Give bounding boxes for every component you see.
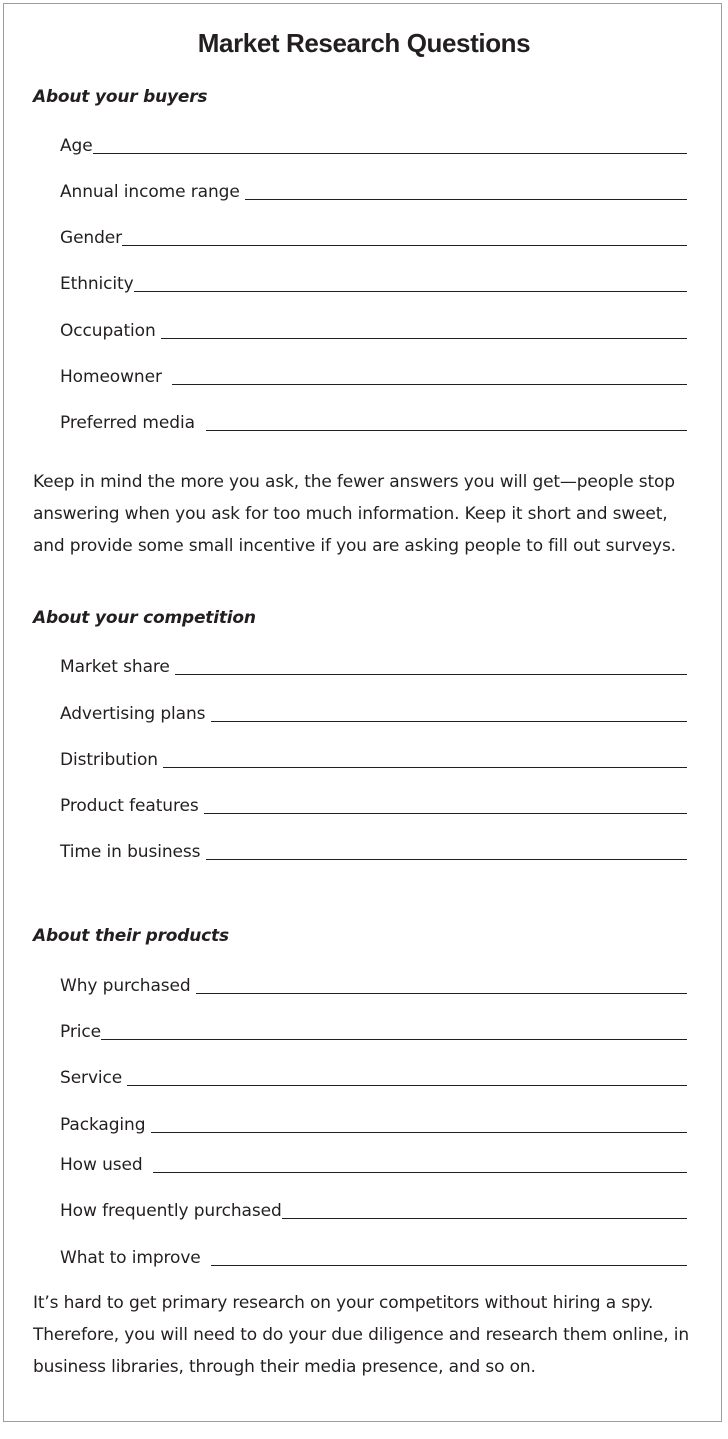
field-label: Product features — [60, 796, 204, 816]
answer-line[interactable] — [211, 721, 687, 722]
field-age[interactable] — [60, 132, 687, 156]
section-heading-buyers: About your buyers — [33, 87, 208, 107]
field-distribution[interactable] — [60, 746, 687, 770]
answer-line[interactable] — [93, 153, 687, 154]
field-annual-income-range[interactable] — [60, 178, 687, 202]
field-how-used[interactable] — [60, 1151, 687, 1175]
answer-line[interactable] — [172, 384, 687, 385]
field-preferred-media[interactable] — [60, 409, 687, 433]
paragraph-hard-to-get: It’s hard to get primary research on your competitors without hiring a spy. Therefore, you will need to do your due diligence and research them online, in business libraries, through their media presence, and so on. — [33, 1293, 689, 1377]
field-label: Packaging — [60, 1115, 151, 1135]
field-label: How frequently purchased — [60, 1201, 282, 1221]
answer-line[interactable] — [163, 767, 687, 768]
section-heading-competition: About your competition — [33, 608, 256, 628]
answer-line[interactable] — [204, 813, 687, 814]
field-label: Distribution — [60, 750, 164, 770]
field-label: How used — [60, 1155, 154, 1175]
field-label: Preferred media — [60, 413, 206, 433]
answer-line[interactable] — [101, 1039, 687, 1040]
field-product-features[interactable] — [60, 792, 687, 816]
answer-line[interactable] — [211, 1265, 687, 1266]
field-what-to-improve[interactable] — [60, 1244, 687, 1268]
paragraph-keep-in-mind: Keep in mind the more you ask, the fewer answers you will get—people stop answering when you ask for too much information. Keep it short and sweet, and provide some small incentive if you are asking people to fill out surveys. — [33, 472, 676, 556]
field-label: Homeowner — [60, 367, 173, 387]
answer-line[interactable] — [153, 1172, 687, 1173]
field-label: Time in business — [60, 842, 206, 862]
field-label: Price — [60, 1022, 101, 1042]
field-label: Gender — [60, 228, 123, 248]
field-why-purchased[interactable] — [60, 972, 687, 996]
field-price[interactable] — [60, 1018, 687, 1042]
answer-line[interactable] — [206, 430, 688, 431]
field-homeowner[interactable] — [60, 363, 687, 387]
answer-line[interactable] — [127, 1085, 687, 1086]
answer-line[interactable] — [206, 859, 687, 860]
field-label: Ethnicity — [60, 274, 134, 294]
field-label: Occupation — [60, 321, 161, 341]
field-label: Advertising plans — [60, 704, 211, 724]
field-label: Market share — [60, 657, 176, 677]
field-gender[interactable] — [60, 224, 687, 248]
field-label: What to improve — [60, 1248, 212, 1268]
answer-line[interactable] — [196, 993, 687, 994]
field-time-in-business[interactable] — [60, 838, 687, 862]
answer-line[interactable] — [151, 1132, 687, 1133]
answer-line[interactable] — [175, 674, 687, 675]
field-label: Why purchased — [60, 976, 196, 996]
answer-line[interactable] — [134, 291, 687, 292]
section-heading-products: About their products — [33, 926, 229, 946]
field-service[interactable] — [60, 1064, 687, 1088]
field-label: Age — [60, 136, 93, 156]
field-occupation[interactable] — [60, 317, 687, 341]
field-ethnicity[interactable] — [60, 270, 687, 294]
answer-line[interactable] — [245, 199, 687, 200]
field-market-share[interactable] — [60, 653, 687, 677]
answer-line[interactable] — [161, 338, 687, 339]
field-label: Service — [60, 1068, 128, 1088]
field-label: Annual income range — [60, 182, 246, 202]
field-advertising-plans[interactable] — [60, 700, 687, 724]
field-packaging[interactable] — [60, 1111, 687, 1135]
answer-line[interactable] — [282, 1218, 687, 1219]
page-title: Market Research Questions — [197, 28, 531, 58]
answer-line[interactable] — [122, 245, 687, 246]
field-how-frequently-purchased[interactable] — [60, 1197, 687, 1221]
